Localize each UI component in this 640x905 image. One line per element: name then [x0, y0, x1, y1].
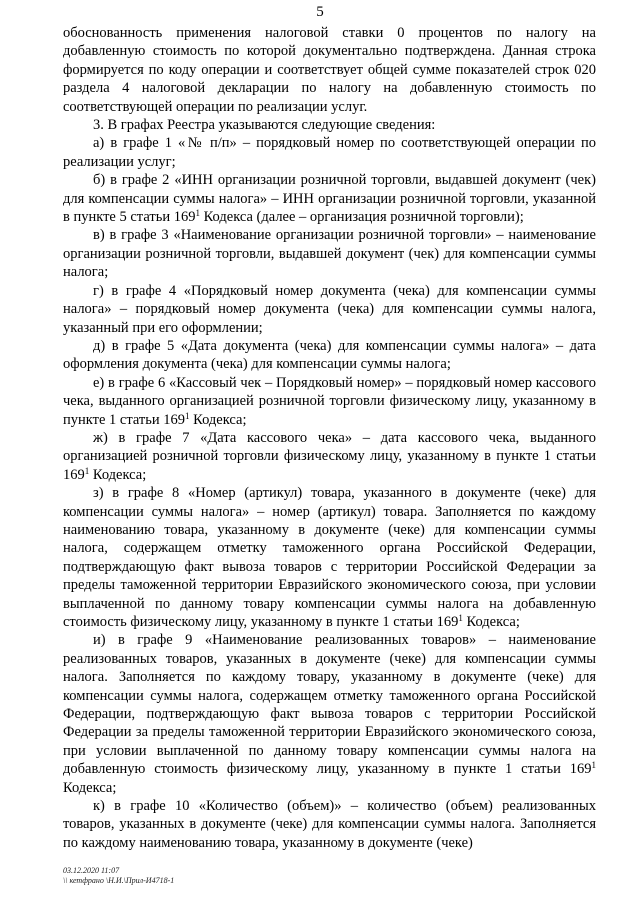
paragraph — [63, 484, 596, 631]
paragraph-text-continued: Кодекса; — [63, 779, 117, 796]
paragraph — [63, 24, 596, 116]
superscript-article-suffix: 1 — [458, 613, 463, 623]
paragraph-text: к) в графе 10 «Количество (объем)» – количество (объем) реализованных товаров, указанных в документе (чеке) для компенсации суммы налога. Заполняется по каждому наименованию товара, указанному в документе (чеке) — [63, 798, 596, 851]
superscript-article-suffix: 1 — [591, 760, 596, 771]
paragraph — [63, 226, 596, 281]
paragraph-text: 3. В графах Реестра указываются следующие сведения: — [93, 117, 436, 134]
page-number: 5 — [316, 4, 324, 20]
superscript-article-suffix: 1 — [185, 410, 190, 421]
paragraph — [63, 171, 596, 226]
superscript-article-suffix: 1 — [195, 208, 200, 219]
footer-stamp — [63, 866, 174, 886]
paragraph-text-continued: Кодекса (далее – организация розничной торговли); — [199, 209, 524, 226]
paragraph — [63, 116, 596, 134]
paragraph-text-continued: Кодекса; — [189, 411, 247, 428]
paragraph-text: ж) в графе 7 «Дата кассового чека» – дата кассового чека, выданного организацией розничной торговли физическому лицу, указанному в пункте 1 статьи 169 — [63, 429, 596, 483]
paragraph-text: г) в графе 4 «Порядковый номер документа (чека) для компенсации суммы налога» – порядковый номер документа (чека) для компенсации суммы налога, указанный при его оформлении; — [63, 282, 596, 336]
paragraph-text-continued: Кодекса; — [89, 466, 147, 483]
paragraph — [63, 631, 596, 797]
paragraph-text: в) в графе 3 «Наименование организации розничной торговли» – наименование организации розничной торговли, выдавшей документ (чек) для компенсации суммы налога; — [63, 227, 596, 281]
paragraph — [63, 282, 596, 337]
paragraph-text: б) в графе 2 «ИНН организации розничной торговли, выдавшей документ (чек) для компенсации суммы налога» – ИНН организации розничной торговли, указанной в пункте 5 статьи 169 — [63, 172, 596, 226]
paragraph — [63, 134, 596, 171]
paragraph — [63, 374, 596, 429]
footer-file-path: \\ кетфрано \Н.И.\Прил-И4718-1 — [63, 876, 175, 885]
paragraph — [63, 797, 596, 852]
paragraph-text: обоснованность применения налоговой ставки 0 процентов по налогу на добавленную стоимость по которой документально подтверждена. Данная строка формируется по коду операции и соответствует общей сумме показателей строк 020 раздела 4 налоговой декларации по налогу на добавленную стоимость по соответствующей операции по реализации услуг. — [63, 25, 596, 115]
paragraph-text: е) в графе 6 «Кассовый чек – Порядковый номер» – порядковый номер кассового чека, выданного организацией розничной торговли физическому лицу, указанному в пункте 1 статьи 169 — [63, 374, 596, 428]
footer-timestamp: 03.12.2020 11:07 — [63, 866, 120, 875]
paragraph — [63, 429, 596, 484]
document-body — [63, 24, 596, 852]
paragraph-text: и) в графе 9 «Наименование реализованных товаров» – наименование реализованных товаров, указанных в документе (чеке) для компенсации суммы налога. Заполняется по каждому товару, указанному в документе (чеке) для компенсации суммы налога, содержащем отметку таможенного органа Российской Федерации, подтверждающую факт вывоза товаров с территории Российской Федерации за пределы таможенной территории Евразийского экономического союза, при условии выплаченной по данному товару компенсации суммы налога на добавленную стоимость физическому лицу, указанному в пункте 1 статьи 169 — [63, 632, 596, 778]
paragraph-text-continued: Кодекса; — [462, 614, 520, 630]
paragraph-text: а) в графе 1 «№ п/п» – порядковый номер по соответствующей операции по реализации услуг; — [63, 135, 596, 170]
superscript-article-suffix: 1 — [84, 465, 90, 476]
paragraph-text: з) в графе 8 «Номер (артикул) товара, указанного в документе (чеке) для компенсации суммы налога» – номер (артикул) товара. Заполняется по каждому наименованию товара, указанному в документе (чеке) для компенсации суммы налога, содержащем отметку таможенного органа Российской Федерации, подтверждающую факт вывоза товаров с территории Российской Федерации за пределы таможенной территории Евразийского экономического союза, при условии выплаченной по данному товару компенсации суммы налога на добавленную стоимость физическому лицу, указанному в пункте 1 статьи 169 — [63, 485, 596, 630]
paragraph-text: д) в графе 5 «Дата документа (чека) для компенсации суммы налога» – дата оформления документа (чека) для компенсации суммы налога; — [63, 337, 596, 373]
paragraph — [63, 337, 596, 374]
